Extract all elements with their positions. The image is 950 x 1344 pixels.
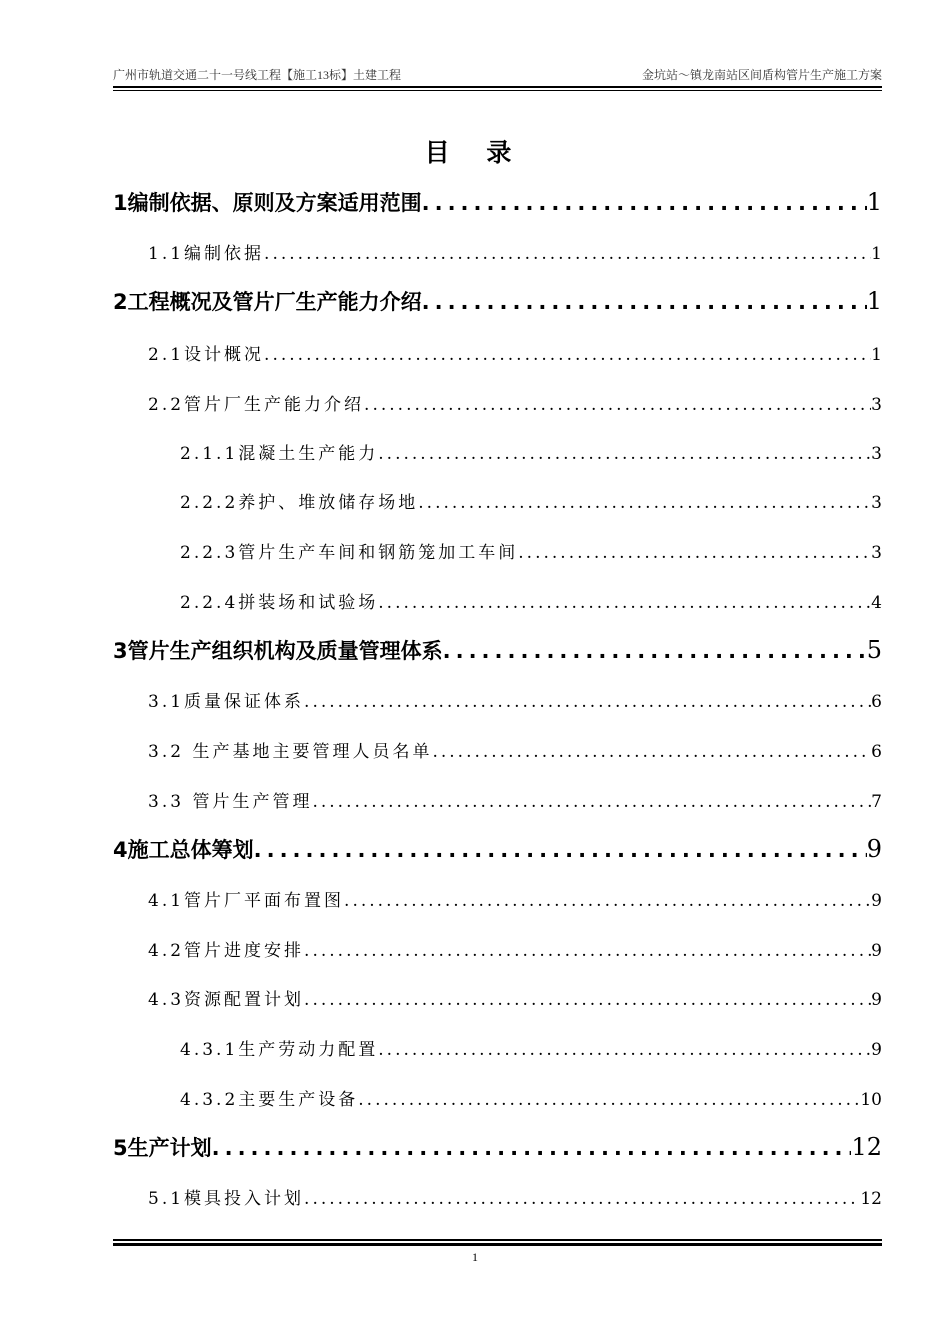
toc-entry-title: 4.3资源配置计划: [148, 990, 305, 1010]
toc-entry-title: 2.1.1混凝土生产能力: [180, 444, 379, 464]
toc-entry-title: 3管片生产组织机构及质量管理体系: [113, 639, 443, 663]
toc-leader-dots: [304, 941, 871, 961]
toc-entry-page: 1: [871, 244, 882, 264]
toc-entry-page: 1: [866, 287, 882, 315]
toc-entry-title: 1.1编制依据: [148, 244, 265, 264]
toc-leader-dots: [443, 639, 867, 663]
toc-entry[interactable]: [113, 239, 882, 264]
toc-entry[interactable]: [113, 985, 882, 1010]
toc-heading: 目 录: [424, 138, 526, 167]
toc-entry[interactable]: [113, 1184, 882, 1209]
toc-entry-page: 9: [871, 990, 882, 1010]
header-document-title: 金坑站～镇龙南站区间盾构管片生产施工方案: [641, 68, 882, 82]
toc-leader-dots: [304, 990, 871, 1010]
toc-leader-dots: [364, 395, 871, 415]
toc-entry[interactable]: [113, 1085, 882, 1110]
toc-entry-page: 12: [860, 1189, 882, 1209]
toc-entry-title: 2工程概况及管片厂生产能力介绍: [113, 290, 422, 314]
toc-leader-dots: [304, 1189, 860, 1209]
toc-entry-title: 3.3 管片生产管理: [148, 792, 313, 812]
toc-leader-dots: [358, 1090, 860, 1110]
toc-entry-page: 9: [871, 1040, 882, 1060]
toc-entry-page: 5: [866, 636, 882, 664]
toc-entry-title: 2.2.4拼装场和试验场: [180, 593, 379, 613]
toc-entry-page: 1: [866, 188, 882, 216]
toc-entry-page: 9: [866, 835, 882, 863]
toc-leader-dots: [422, 191, 867, 215]
toc-leader-dots: [254, 838, 867, 862]
toc-leader-dots: [518, 543, 871, 563]
toc-entry[interactable]: [113, 1132, 882, 1162]
toc-entry-page: 10: [860, 1090, 882, 1110]
footer-rule-thick: [113, 1243, 882, 1246]
toc-entry-title: 2.2管片厂生产能力介绍: [148, 395, 365, 415]
toc-entry-title: 4施工总体筹划: [113, 838, 254, 862]
toc-entry-title: 5生产计划: [113, 1136, 212, 1160]
toc-entry[interactable]: [113, 187, 882, 217]
toc-leader-dots: [378, 444, 871, 464]
toc-entry-title: 4.3.2主要生产设备: [180, 1090, 359, 1110]
toc-leader-dots: [264, 345, 871, 365]
toc-entry-page: 3: [871, 543, 882, 563]
header-rule-thin: [113, 90, 882, 91]
page-number: 1: [472, 1250, 478, 1264]
toc-entry-title: 2.2.2养护、堆放储存场地: [180, 493, 419, 513]
toc-entry-title: 1编制依据、原则及方案适用范围: [113, 191, 422, 215]
toc-entry[interactable]: [113, 488, 882, 513]
toc-entry[interactable]: [113, 886, 882, 911]
toc-leader-dots: [378, 593, 871, 613]
toc-entry[interactable]: [113, 687, 882, 712]
header-rule-thick: [113, 86, 882, 88]
toc-entry-page: 1: [871, 345, 882, 365]
toc-entry[interactable]: [113, 1035, 882, 1060]
toc-entry-page: 12: [851, 1133, 882, 1161]
toc-entry-title: 3.2 生产基地主要管理人员名单: [148, 742, 433, 762]
toc-leader-dots: [422, 290, 867, 314]
toc-entry-title: 4.3.1生产劳动力配置: [180, 1040, 379, 1060]
toc-entry[interactable]: [113, 340, 882, 365]
toc-entry-page: 6: [871, 742, 882, 762]
toc-leader-dots: [378, 1040, 871, 1060]
toc-leader-dots: [432, 742, 871, 762]
footer-rule-thin: [113, 1239, 882, 1241]
toc-entry-page: 7: [871, 792, 882, 812]
toc-entry[interactable]: [113, 834, 882, 864]
header-project-title: 广州市轨道交通二十一号线工程【施工13标】土建工程: [113, 68, 402, 82]
toc-entry-page: 9: [871, 891, 882, 911]
toc-entry[interactable]: [113, 439, 882, 464]
toc-entry-title: 4.1管片厂平面布置图: [148, 891, 345, 911]
toc-leader-dots: [212, 1136, 852, 1160]
toc-entry[interactable]: [113, 737, 882, 762]
toc-entry[interactable]: [113, 286, 882, 316]
toc-entry-title: 4.2管片进度安排: [148, 941, 305, 961]
toc-entry[interactable]: [113, 635, 882, 665]
toc-entry-page: 6: [871, 692, 882, 712]
toc-entry-page: 3: [871, 395, 882, 415]
toc-entry-title: 5.1模具投入计划: [148, 1189, 305, 1209]
toc-entry-page: 9: [871, 941, 882, 961]
toc-leader-dots: [344, 891, 871, 911]
toc-leader-dots: [418, 493, 871, 513]
toc-entry-title: 2.2.3管片生产车间和钢筋笼加工车间: [180, 543, 519, 563]
toc-entry[interactable]: [113, 787, 882, 812]
toc-entry[interactable]: [113, 390, 882, 415]
toc-entry-page: 3: [871, 444, 882, 464]
toc-entry-page: 4: [871, 593, 882, 613]
toc-entry-title: 2.1设计概况: [148, 345, 265, 365]
toc-entry-title: 3.1质量保证体系: [148, 692, 305, 712]
toc-entry-page: 3: [871, 493, 882, 513]
toc-entry[interactable]: [113, 588, 882, 613]
toc-leader-dots: [304, 692, 871, 712]
toc-entry[interactable]: [113, 936, 882, 961]
toc-leader-dots: [264, 244, 871, 264]
toc-entry[interactable]: [113, 538, 882, 563]
toc-leader-dots: [312, 792, 871, 812]
